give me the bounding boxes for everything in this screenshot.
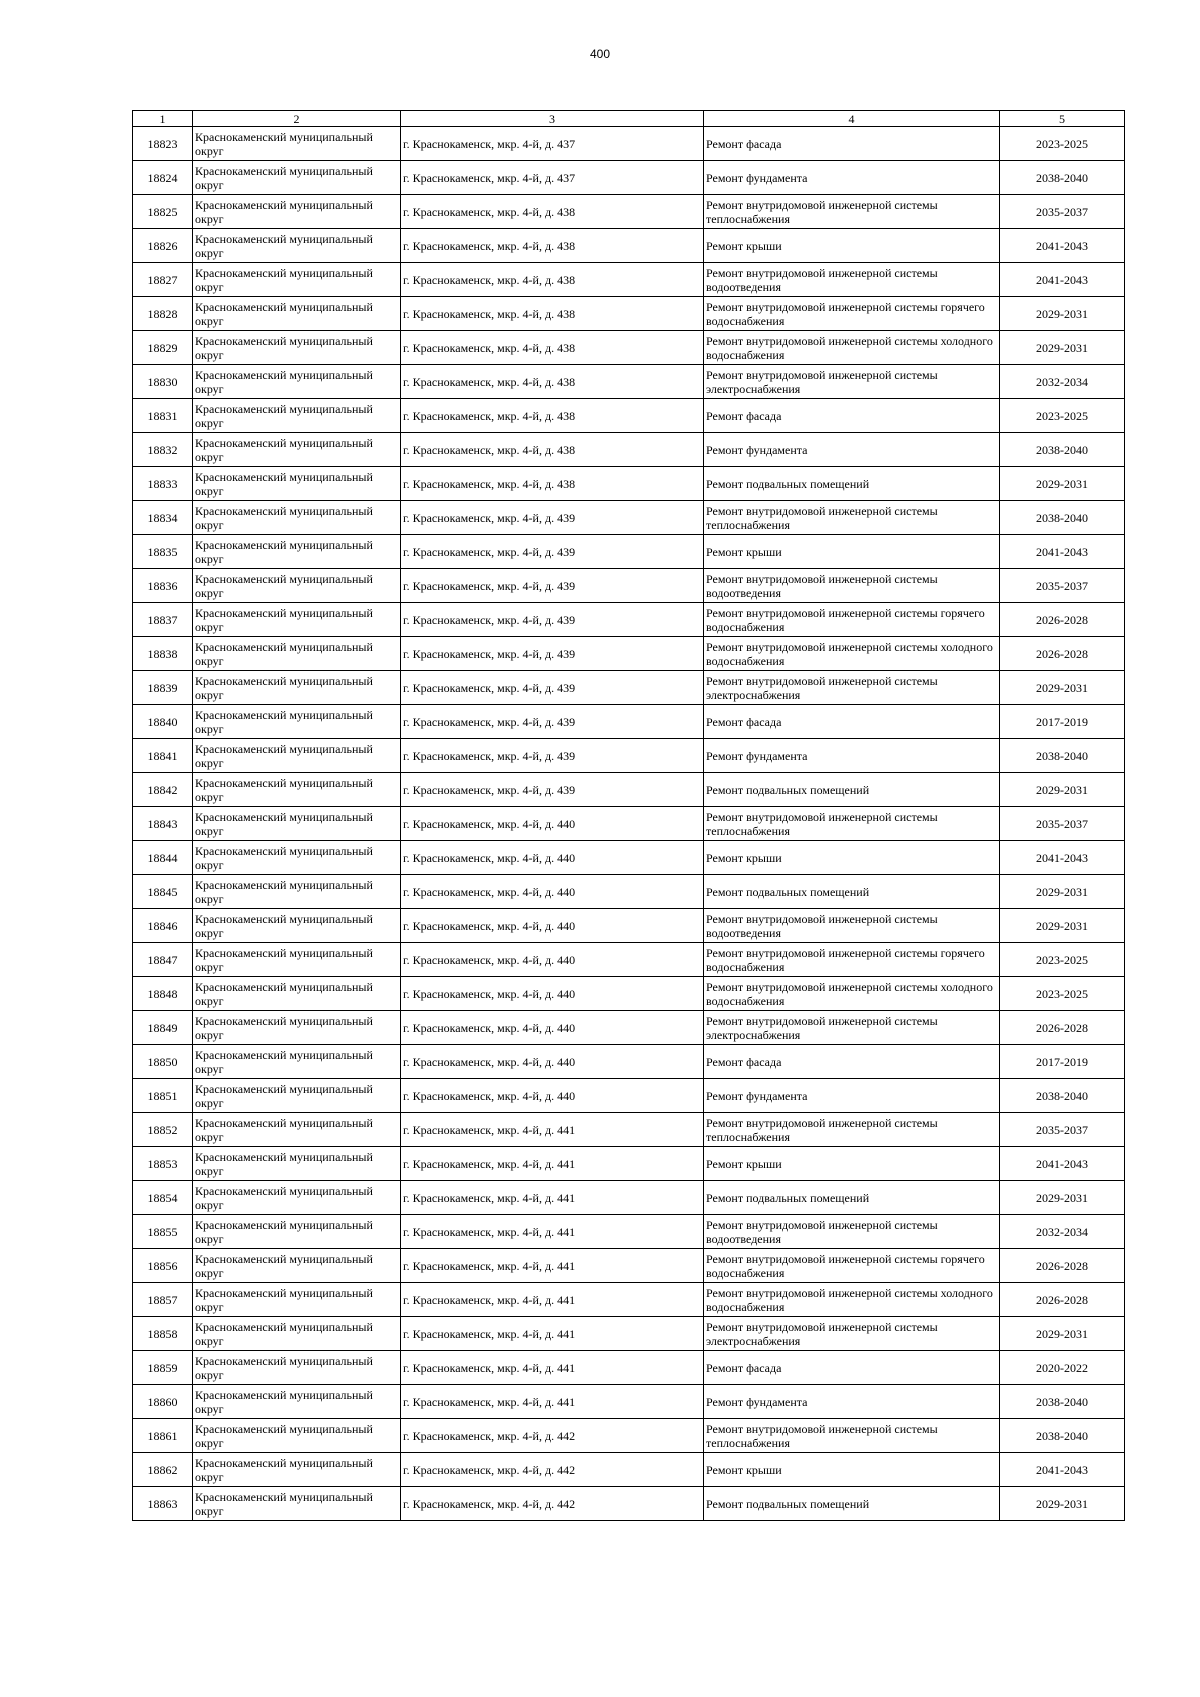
period-cell: 2029-2031 [1000, 1487, 1125, 1521]
table-row [133, 1147, 1125, 1181]
address-cell: г. Краснокаменск, мкр. 4-й, д. 438 [401, 195, 704, 229]
address-cell: г. Краснокаменск, мкр. 4-й, д. 441 [401, 1181, 704, 1215]
work-type-cell: Ремонт внутридомовой инженерной системы электроснабжения [704, 365, 1000, 399]
work-type-cell: Ремонт подвальных помещений [704, 773, 1000, 807]
work-type-cell: Ремонт фундамента [704, 1079, 1000, 1113]
period-cell: 2017-2019 [1000, 1045, 1125, 1079]
work-type-cell: Ремонт внутридомовой инженерной системы холодного водоснабжения [704, 977, 1000, 1011]
period-cell: 2038-2040 [1000, 433, 1125, 467]
row-number-cell: 18835 [133, 535, 193, 569]
row-number-cell: 18862 [133, 1453, 193, 1487]
row-number-cell: 18823 [133, 127, 193, 161]
address-cell: г. Краснокаменск, мкр. 4-й, д. 438 [401, 467, 704, 501]
municipality-cell: Краснокаменский муниципальный округ [193, 841, 401, 875]
row-number-cell: 18852 [133, 1113, 193, 1147]
municipality-cell: Краснокаменский муниципальный округ [193, 263, 401, 297]
table-row [133, 671, 1125, 705]
municipality-cell: Краснокаменский муниципальный округ [193, 195, 401, 229]
table-row [133, 331, 1125, 365]
municipality-cell: Краснокаменский муниципальный округ [193, 1453, 401, 1487]
work-type-cell: Ремонт подвальных помещений [704, 1181, 1000, 1215]
period-cell: 2041-2043 [1000, 229, 1125, 263]
row-number-cell: 18859 [133, 1351, 193, 1385]
period-cell: 2032-2034 [1000, 365, 1125, 399]
work-type-cell: Ремонт фундамента [704, 1385, 1000, 1419]
address-cell: г. Краснокаменск, мкр. 4-й, д. 440 [401, 943, 704, 977]
period-cell: 2029-2031 [1000, 331, 1125, 365]
header-cell-3: 3 [401, 111, 704, 127]
work-type-cell: Ремонт фундамента [704, 161, 1000, 195]
header-cell-2: 2 [193, 111, 401, 127]
work-type-cell: Ремонт крыши [704, 1453, 1000, 1487]
table-row [133, 705, 1125, 739]
address-cell: г. Краснокаменск, мкр. 4-й, д. 441 [401, 1283, 704, 1317]
municipality-cell: Краснокаменский муниципальный округ [193, 807, 401, 841]
period-cell: 2035-2037 [1000, 569, 1125, 603]
header-row [133, 111, 1125, 127]
row-number-cell: 18834 [133, 501, 193, 535]
municipality-cell: Краснокаменский муниципальный округ [193, 603, 401, 637]
row-number-cell: 18848 [133, 977, 193, 1011]
work-type-cell: Ремонт внутридомовой инженерной системы горячего водоснабжения [704, 603, 1000, 637]
municipality-cell: Краснокаменский муниципальный округ [193, 1487, 401, 1521]
address-cell: г. Краснокаменск, мкр. 4-й, д. 441 [401, 1113, 704, 1147]
row-number-cell: 18856 [133, 1249, 193, 1283]
table-row [133, 365, 1125, 399]
municipality-cell: Краснокаменский муниципальный округ [193, 773, 401, 807]
table-row [133, 603, 1125, 637]
municipality-cell: Краснокаменский муниципальный округ [193, 331, 401, 365]
table-row [133, 977, 1125, 1011]
table-row [133, 1419, 1125, 1453]
address-cell: г. Краснокаменск, мкр. 4-й, д. 440 [401, 841, 704, 875]
municipality-cell: Краснокаменский муниципальный округ [193, 671, 401, 705]
row-number-cell: 18863 [133, 1487, 193, 1521]
address-cell: г. Краснокаменск, мкр. 4-й, д. 441 [401, 1147, 704, 1181]
row-number-cell: 18827 [133, 263, 193, 297]
row-number-cell: 18833 [133, 467, 193, 501]
table-body [133, 127, 1125, 1521]
table-row [133, 1215, 1125, 1249]
period-cell: 2038-2040 [1000, 501, 1125, 535]
work-type-cell: Ремонт фасада [704, 1351, 1000, 1385]
municipality-cell: Краснокаменский муниципальный округ [193, 875, 401, 909]
period-cell: 2023-2025 [1000, 127, 1125, 161]
table-row [133, 807, 1125, 841]
table-row [133, 1181, 1125, 1215]
work-type-cell: Ремонт внутридомовой инженерной системы электроснабжения [704, 671, 1000, 705]
row-number-cell: 18855 [133, 1215, 193, 1249]
table-row [133, 1249, 1125, 1283]
work-type-cell: Ремонт фасада [704, 705, 1000, 739]
work-type-cell: Ремонт внутридомовой инженерной системы горячего водоснабжения [704, 297, 1000, 331]
municipality-cell: Краснокаменский муниципальный округ [193, 467, 401, 501]
work-type-cell: Ремонт внутридомовой инженерной системы водоотведения [704, 1215, 1000, 1249]
row-number-cell: 18841 [133, 739, 193, 773]
work-type-cell: Ремонт внутридомовой инженерной системы теплоснабжения [704, 501, 1000, 535]
period-cell: 2038-2040 [1000, 1079, 1125, 1113]
municipality-cell: Краснокаменский муниципальный округ [193, 1113, 401, 1147]
work-type-cell: Ремонт фасада [704, 399, 1000, 433]
period-cell: 2026-2028 [1000, 1249, 1125, 1283]
row-number-cell: 18842 [133, 773, 193, 807]
address-cell: г. Краснокаменск, мкр. 4-й, д. 440 [401, 909, 704, 943]
work-type-cell: Ремонт внутридомовой инженерной системы водоотведения [704, 569, 1000, 603]
municipality-cell: Краснокаменский муниципальный округ [193, 1215, 401, 1249]
period-cell: 2023-2025 [1000, 977, 1125, 1011]
period-cell: 2029-2031 [1000, 671, 1125, 705]
municipality-cell: Краснокаменский муниципальный округ [193, 569, 401, 603]
address-cell: г. Краснокаменск, мкр. 4-й, д. 439 [401, 671, 704, 705]
row-number-cell: 18830 [133, 365, 193, 399]
municipality-cell: Краснокаменский муниципальный округ [193, 535, 401, 569]
table-row [133, 467, 1125, 501]
work-type-cell: Ремонт подвальных помещений [704, 1487, 1000, 1521]
work-type-cell: Ремонт фундамента [704, 739, 1000, 773]
municipality-cell: Краснокаменский муниципальный округ [193, 297, 401, 331]
work-type-cell: Ремонт внутридомовой инженерной системы теплоснабжения [704, 1113, 1000, 1147]
period-cell: 2029-2031 [1000, 467, 1125, 501]
address-cell: г. Краснокаменск, мкр. 4-й, д. 437 [401, 127, 704, 161]
page-number: 400 [589, 47, 611, 61]
table-row [133, 1011, 1125, 1045]
address-cell: г. Краснокаменск, мкр. 4-й, д. 438 [401, 399, 704, 433]
address-cell: г. Краснокаменск, мкр. 4-й, д. 439 [401, 773, 704, 807]
work-type-cell: Ремонт крыши [704, 229, 1000, 263]
period-cell: 2038-2040 [1000, 1385, 1125, 1419]
row-number-cell: 18861 [133, 1419, 193, 1453]
address-cell: г. Краснокаменск, мкр. 4-й, д. 440 [401, 1079, 704, 1113]
period-cell: 2041-2043 [1000, 263, 1125, 297]
table-row [133, 569, 1125, 603]
table-row [133, 229, 1125, 263]
work-type-cell: Ремонт внутридомовой инженерной системы теплоснабжения [704, 807, 1000, 841]
row-number-cell: 18851 [133, 1079, 193, 1113]
municipality-cell: Краснокаменский муниципальный округ [193, 977, 401, 1011]
table-row [133, 841, 1125, 875]
row-number-cell: 18839 [133, 671, 193, 705]
address-cell: г. Краснокаменск, мкр. 4-й, д. 439 [401, 501, 704, 535]
address-cell: г. Краснокаменск, мкр. 4-й, д. 438 [401, 263, 704, 297]
period-cell: 2023-2025 [1000, 943, 1125, 977]
table-row [133, 127, 1125, 161]
header-cell-5: 5 [1000, 111, 1125, 127]
row-number-cell: 18849 [133, 1011, 193, 1045]
period-cell: 2038-2040 [1000, 1419, 1125, 1453]
row-number-cell: 18838 [133, 637, 193, 671]
municipality-cell: Краснокаменский муниципальный округ [193, 1317, 401, 1351]
work-type-cell: Ремонт внутридомовой инженерной системы холодного водоснабжения [704, 1283, 1000, 1317]
period-cell: 2038-2040 [1000, 161, 1125, 195]
work-type-cell: Ремонт фасада [704, 1045, 1000, 1079]
municipality-cell: Краснокаменский муниципальный округ [193, 943, 401, 977]
municipality-cell: Краснокаменский муниципальный округ [193, 127, 401, 161]
address-cell: г. Краснокаменск, мкр. 4-й, д. 441 [401, 1351, 704, 1385]
municipality-cell: Краснокаменский муниципальный округ [193, 909, 401, 943]
period-cell: 2029-2031 [1000, 1181, 1125, 1215]
period-cell: 2038-2040 [1000, 739, 1125, 773]
address-cell: г. Краснокаменск, мкр. 4-й, д. 441 [401, 1385, 704, 1419]
row-number-cell: 18840 [133, 705, 193, 739]
table-row [133, 637, 1125, 671]
address-cell: г. Краснокаменск, мкр. 4-й, д. 437 [401, 161, 704, 195]
table-row [133, 1351, 1125, 1385]
municipality-cell: Краснокаменский муниципальный округ [193, 1147, 401, 1181]
address-cell: г. Краснокаменск, мкр. 4-й, д. 440 [401, 1011, 704, 1045]
row-number-cell: 18858 [133, 1317, 193, 1351]
municipality-cell: Краснокаменский муниципальный округ [193, 739, 401, 773]
address-cell: г. Краснокаменск, мкр. 4-й, д. 440 [401, 1045, 704, 1079]
table-row [133, 1045, 1125, 1079]
period-cell: 2026-2028 [1000, 637, 1125, 671]
work-type-cell: Ремонт крыши [704, 841, 1000, 875]
municipality-cell: Краснокаменский муниципальный округ [193, 399, 401, 433]
row-number-cell: 18826 [133, 229, 193, 263]
work-type-cell: Ремонт фундамента [704, 433, 1000, 467]
work-type-cell: Ремонт подвальных помещений [704, 875, 1000, 909]
period-cell: 2026-2028 [1000, 1283, 1125, 1317]
period-cell: 2041-2043 [1000, 1453, 1125, 1487]
period-cell: 2029-2031 [1000, 1317, 1125, 1351]
row-number-cell: 18846 [133, 909, 193, 943]
row-number-cell: 18847 [133, 943, 193, 977]
row-number-cell: 18843 [133, 807, 193, 841]
municipality-cell: Краснокаменский муниципальный округ [193, 705, 401, 739]
municipality-cell: Краснокаменский муниципальный округ [193, 1181, 401, 1215]
work-type-cell: Ремонт внутридомовой инженерной системы холодного водоснабжения [704, 331, 1000, 365]
table-row [133, 195, 1125, 229]
period-cell: 2035-2037 [1000, 1113, 1125, 1147]
row-number-cell: 18824 [133, 161, 193, 195]
row-number-cell: 18844 [133, 841, 193, 875]
period-cell: 2041-2043 [1000, 1147, 1125, 1181]
work-type-cell: Ремонт внутридомовой инженерной системы теплоснабжения [704, 1419, 1000, 1453]
table-row [133, 739, 1125, 773]
work-type-cell: Ремонт внутридомовой инженерной системы водоотведения [704, 909, 1000, 943]
address-cell: г. Краснокаменск, мкр. 4-й, д. 438 [401, 331, 704, 365]
address-cell: г. Краснокаменск, мкр. 4-й, д. 441 [401, 1215, 704, 1249]
row-number-cell: 18828 [133, 297, 193, 331]
table-row [133, 909, 1125, 943]
address-cell: г. Краснокаменск, мкр. 4-й, д. 438 [401, 433, 704, 467]
row-number-cell: 18831 [133, 399, 193, 433]
table-row [133, 433, 1125, 467]
row-number-cell: 18853 [133, 1147, 193, 1181]
municipality-cell: Краснокаменский муниципальный округ [193, 1079, 401, 1113]
period-cell: 2029-2031 [1000, 909, 1125, 943]
row-number-cell: 18837 [133, 603, 193, 637]
municipality-cell: Краснокаменский муниципальный округ [193, 161, 401, 195]
address-cell: г. Краснокаменск, мкр. 4-й, д. 442 [401, 1419, 704, 1453]
table-row [133, 773, 1125, 807]
period-cell: 2035-2037 [1000, 807, 1125, 841]
address-cell: г. Краснокаменск, мкр. 4-й, д. 438 [401, 365, 704, 399]
table-row [133, 875, 1125, 909]
period-cell: 2041-2043 [1000, 535, 1125, 569]
row-number-cell: 18850 [133, 1045, 193, 1079]
address-cell: г. Краснокаменск, мкр. 4-й, д. 441 [401, 1317, 704, 1351]
row-number-cell: 18845 [133, 875, 193, 909]
work-type-cell: Ремонт внутридомовой инженерной системы водоотведения [704, 263, 1000, 297]
municipality-cell: Краснокаменский муниципальный округ [193, 365, 401, 399]
municipality-cell: Краснокаменский муниципальный округ [193, 1351, 401, 1385]
work-type-cell: Ремонт внутридомовой инженерной системы электроснабжения [704, 1317, 1000, 1351]
work-type-cell: Ремонт внутридомовой инженерной системы теплоснабжения [704, 195, 1000, 229]
period-cell: 2041-2043 [1000, 841, 1125, 875]
row-number-cell: 18857 [133, 1283, 193, 1317]
period-cell: 2029-2031 [1000, 297, 1125, 331]
municipality-cell: Краснокаменский муниципальный округ [193, 1419, 401, 1453]
table-row [133, 535, 1125, 569]
work-type-cell: Ремонт крыши [704, 535, 1000, 569]
address-cell: г. Краснокаменск, мкр. 4-й, д. 441 [401, 1249, 704, 1283]
table-row [133, 501, 1125, 535]
municipality-cell: Краснокаменский муниципальный округ [193, 637, 401, 671]
period-cell: 2035-2037 [1000, 195, 1125, 229]
address-cell: г. Краснокаменск, мкр. 4-й, д. 440 [401, 977, 704, 1011]
work-type-cell: Ремонт внутридомовой инженерной системы электроснабжения [704, 1011, 1000, 1045]
address-cell: г. Краснокаменск, мкр. 4-й, д. 438 [401, 297, 704, 331]
table-row [133, 1317, 1125, 1351]
address-cell: г. Краснокаменск, мкр. 4-й, д. 438 [401, 229, 704, 263]
table-row [133, 1385, 1125, 1419]
header-cell-1: 1 [133, 111, 193, 127]
work-type-cell: Ремонт подвальных помещений [704, 467, 1000, 501]
row-number-cell: 18829 [133, 331, 193, 365]
municipality-cell: Краснокаменский муниципальный округ [193, 1011, 401, 1045]
address-cell: г. Краснокаменск, мкр. 4-й, д. 439 [401, 535, 704, 569]
address-cell: г. Краснокаменск, мкр. 4-й, д. 439 [401, 603, 704, 637]
address-cell: г. Краснокаменск, мкр. 4-й, д. 440 [401, 807, 704, 841]
municipality-cell: Краснокаменский муниципальный округ [193, 1045, 401, 1079]
period-cell: 2029-2031 [1000, 875, 1125, 909]
address-cell: г. Краснокаменск, мкр. 4-й, д. 439 [401, 637, 704, 671]
period-cell: 2032-2034 [1000, 1215, 1125, 1249]
municipality-cell: Краснокаменский муниципальный округ [193, 501, 401, 535]
period-cell: 2017-2019 [1000, 705, 1125, 739]
work-type-cell: Ремонт крыши [704, 1147, 1000, 1181]
address-cell: г. Краснокаменск, мкр. 4-й, д. 439 [401, 705, 704, 739]
table-row [133, 1487, 1125, 1521]
table-row [133, 263, 1125, 297]
table-row [133, 161, 1125, 195]
municipality-cell: Краснокаменский муниципальный округ [193, 1249, 401, 1283]
table-row [133, 1079, 1125, 1113]
header-cell-4: 4 [704, 111, 1000, 127]
work-type-cell: Ремонт внутридомовой инженерной системы горячего водоснабжения [704, 1249, 1000, 1283]
work-type-cell: Ремонт внутридомовой инженерной системы горячего водоснабжения [704, 943, 1000, 977]
address-cell: г. Краснокаменск, мкр. 4-й, д. 440 [401, 875, 704, 909]
row-number-cell: 18832 [133, 433, 193, 467]
period-cell: 2026-2028 [1000, 1011, 1125, 1045]
address-cell: г. Краснокаменск, мкр. 4-й, д. 442 [401, 1453, 704, 1487]
table-row [133, 399, 1125, 433]
table-header [133, 111, 1125, 127]
row-number-cell: 18836 [133, 569, 193, 603]
row-number-cell: 18860 [133, 1385, 193, 1419]
address-cell: г. Краснокаменск, мкр. 4-й, д. 442 [401, 1487, 704, 1521]
period-cell: 2020-2022 [1000, 1351, 1125, 1385]
period-cell: 2029-2031 [1000, 773, 1125, 807]
municipality-cell: Краснокаменский муниципальный округ [193, 433, 401, 467]
row-number-cell: 18854 [133, 1181, 193, 1215]
municipality-cell: Краснокаменский муниципальный округ [193, 229, 401, 263]
work-type-cell: Ремонт внутридомовой инженерной системы холодного водоснабжения [704, 637, 1000, 671]
address-cell: г. Краснокаменск, мкр. 4-й, д. 439 [401, 739, 704, 773]
table-row [133, 297, 1125, 331]
row-number-cell: 18825 [133, 195, 193, 229]
municipality-cell: Краснокаменский муниципальный округ [193, 1283, 401, 1317]
period-cell: 2023-2025 [1000, 399, 1125, 433]
period-cell: 2026-2028 [1000, 603, 1125, 637]
work-type-cell: Ремонт фасада [704, 127, 1000, 161]
table-row [133, 1283, 1125, 1317]
table-row [133, 943, 1125, 977]
municipality-cell: Краснокаменский муниципальный округ [193, 1385, 401, 1419]
table-row [133, 1453, 1125, 1487]
table-row [133, 1113, 1125, 1147]
repair-schedule-table [132, 110, 1125, 1521]
address-cell: г. Краснокаменск, мкр. 4-й, д. 439 [401, 569, 704, 603]
